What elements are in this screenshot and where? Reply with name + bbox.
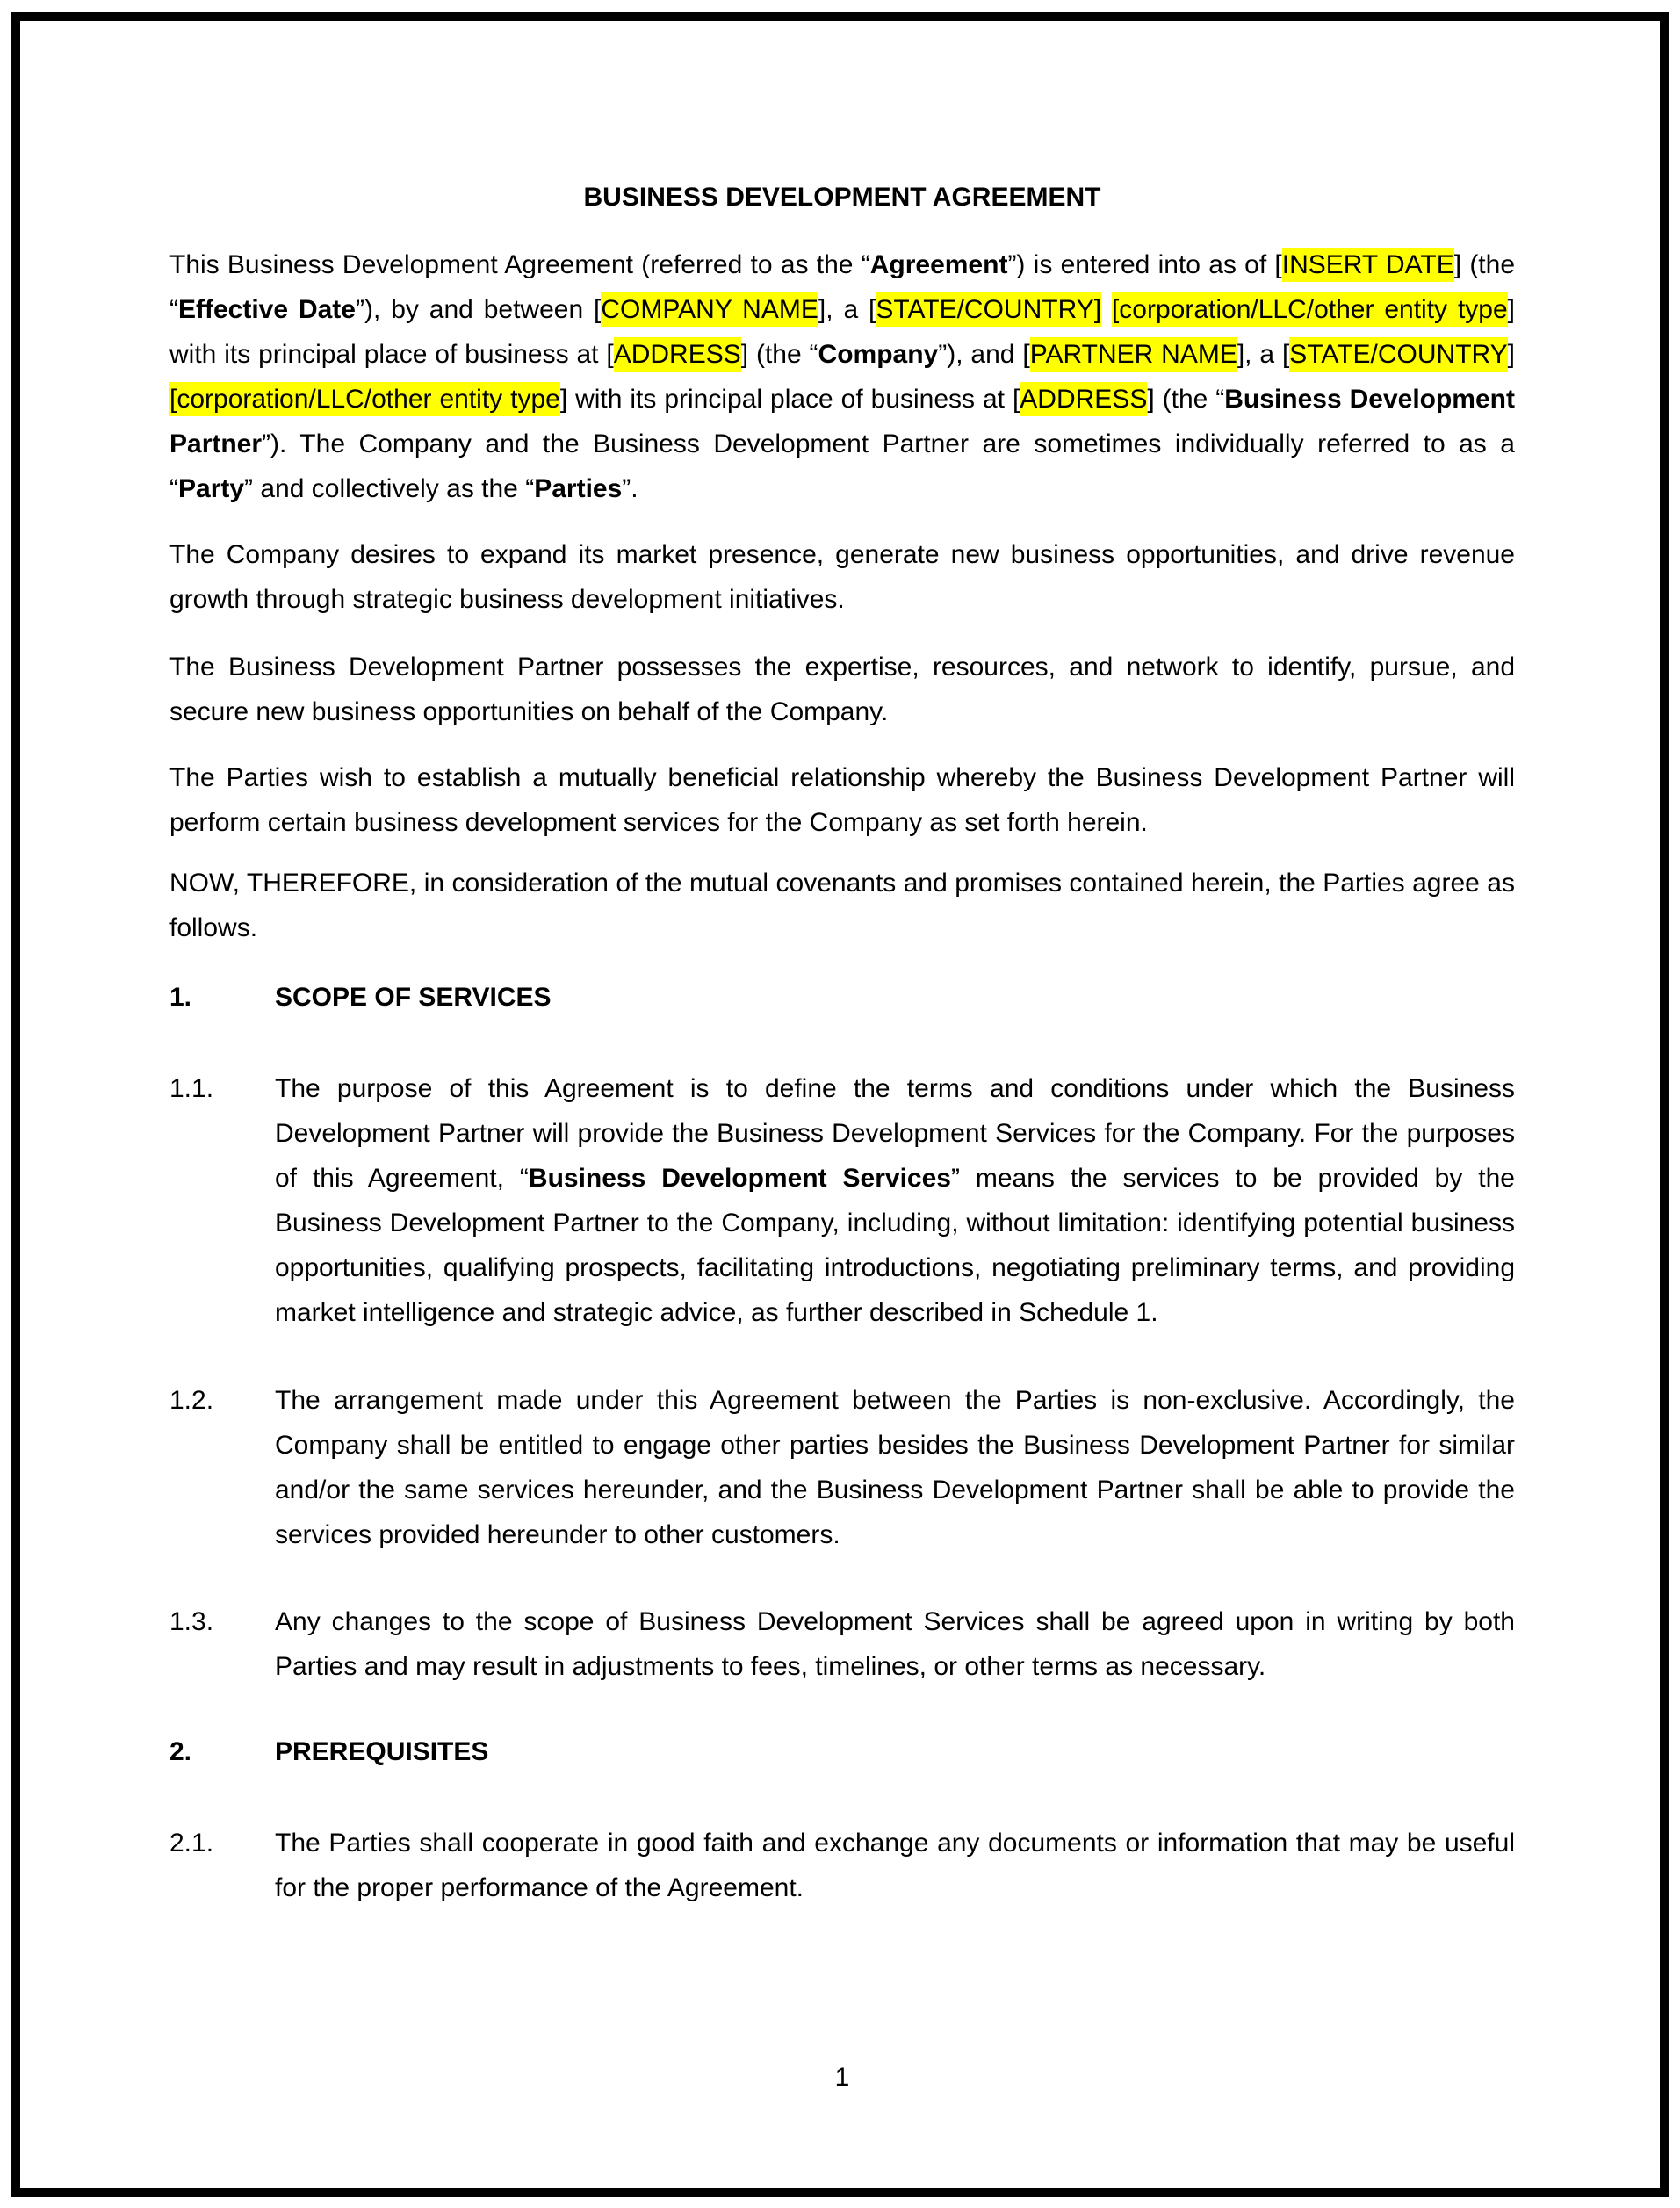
text-run: ] with its principal place of business at [	[559, 385, 1020, 414]
text-run: This Business Development Agreement (referred to as the “	[169, 250, 870, 279]
text-run: ”). The Company and the Business Development Partner are sometimes individually referred to as a “	[169, 429, 1515, 503]
highlighted-placeholder: [corporation/LLC/other entity type	[169, 382, 560, 416]
clause-text	[275, 1074, 1515, 1327]
text-run: The purpose of this Agreement is to define the terms and conditions under which the Business Development Partner will provide the Business Development Services for the Company. For the purposes of this Agreement, “	[275, 1074, 1515, 1193]
bold-term: Company	[818, 340, 939, 369]
section-heading	[169, 975, 1515, 1020]
highlighted-placeholder: [corporation/LLC/other entity type	[1112, 292, 1508, 327]
text-run: ” means the services to be provided by the Business Development Partner to the Company, including, without limitation: identifying potential business opportunities, qualifying prospects, facilitating introductions, negotiating preliminary terms, and providing market intelligence and strategic advice, as further described in Schedule 1.	[275, 1164, 1515, 1327]
document-title: BUSINESS DEVELOPMENT AGREEMENT	[583, 183, 1101, 212]
text-run: The Company desires to expand its market presence, generate new business opportunities, and drive revenue growth through strategic business development initiatives.	[169, 540, 1515, 614]
text-run: ], a [	[1237, 340, 1290, 369]
highlighted-placeholder: STATE/COUNTRY]	[876, 292, 1101, 327]
section-heading	[169, 1729, 1515, 1774]
highlighted-placeholder: INSERT DATE	[1282, 248, 1454, 282]
intro-paragraph	[169, 861, 1515, 950]
highlighted-placeholder: ADDRESS	[614, 337, 741, 372]
clause-text	[275, 1607, 1515, 1681]
text-run	[1101, 295, 1112, 324]
bold-term: Business Development Partner	[169, 385, 1515, 458]
section-number: 2.	[169, 1737, 192, 1766]
highlighted-placeholder: PARTNER NAME	[1030, 337, 1237, 372]
numbered-clause	[169, 1821, 1515, 1910]
bold-term: Agreement	[869, 250, 1008, 279]
clause-number: 2.1.	[169, 1829, 214, 1858]
text-run: ” and collectively as the “	[244, 474, 535, 503]
page-number: 1	[834, 2063, 850, 2092]
text-run: ] (the “	[169, 250, 1516, 324]
clause-text	[275, 1829, 1515, 1902]
text-run: ] with its principal place of business at [	[169, 295, 1516, 369]
clause-number: 1.2.	[169, 1386, 214, 1415]
highlighted-placeholder: STATE/COUNTRY	[1289, 337, 1507, 372]
bold-term: Effective Date	[178, 295, 356, 324]
clause-number: 1.3.	[169, 1607, 214, 1636]
bold-term: Party	[178, 474, 245, 503]
intro-paragraph	[169, 242, 1515, 511]
document-content	[169, 0, 1515, 1910]
intro-paragraph	[169, 532, 1515, 622]
text-run: The Parties shall cooperate in good faith and exchange any documents or information that may be useful for the proper performance of the Agreement.	[275, 1829, 1515, 1902]
section-heading-text: PREREQUISITES	[275, 1737, 489, 1766]
bold-term: Business Development Services	[528, 1164, 951, 1193]
numbered-clause	[169, 1599, 1515, 1689]
section-number: 1.	[169, 983, 192, 1012]
highlighted-placeholder: ADDRESS	[1020, 382, 1147, 416]
clause-number: 1.1.	[169, 1074, 214, 1103]
numbered-clause	[169, 1066, 1515, 1335]
section-heading-text: SCOPE OF SERVICES	[275, 983, 552, 1012]
highlighted-placeholder: COMPANY NAME	[601, 292, 818, 327]
text-run: ”) is entered into as of [	[1007, 250, 1282, 279]
text-run: ] (the “	[740, 340, 818, 369]
text-run: The Parties wish to establish a mutually beneficial relationship whereby the Business Development Partner will perform certain business development services for the Company as set forth herein.	[169, 763, 1515, 837]
text-run: ] (the “	[1147, 385, 1225, 414]
text-run: ”), and [	[938, 340, 1030, 369]
intro-paragraph	[169, 645, 1515, 734]
numbered-clause	[169, 1378, 1515, 1557]
text-run: NOW, THEREFORE, in consideration of the mutual covenants and promises contained herein, the Parties agree as follows.	[169, 869, 1515, 942]
bold-term: Parties	[534, 474, 623, 503]
intro-paragraph	[169, 755, 1515, 845]
text-run: ”), by and between [	[355, 295, 602, 324]
clause-text	[275, 1386, 1515, 1549]
text-run: Any changes to the scope of Business Development Services shall be agreed upon in writing by both Parties and may result in adjustments to fees, timelines, or other terms as necessary.	[275, 1607, 1515, 1681]
text-run: The Business Development Partner possesses the expertise, resources, and network to identify, pursue, and secure new business opportunities on behalf of the Company.	[169, 653, 1515, 726]
text-run: ], a [	[818, 295, 876, 324]
text-run: The arrangement made under this Agreement between the Parties is non-exclusive. Accordingly, the Company shall be entitled to engage other parties besides the Business Development Partner for similar and/or the same services hereunder, and the Business Development Partner shall be able to provide the services provided hereunder to other customers.	[275, 1386, 1515, 1549]
text-run: ]	[1507, 340, 1515, 369]
text-run: ”.	[622, 474, 638, 503]
